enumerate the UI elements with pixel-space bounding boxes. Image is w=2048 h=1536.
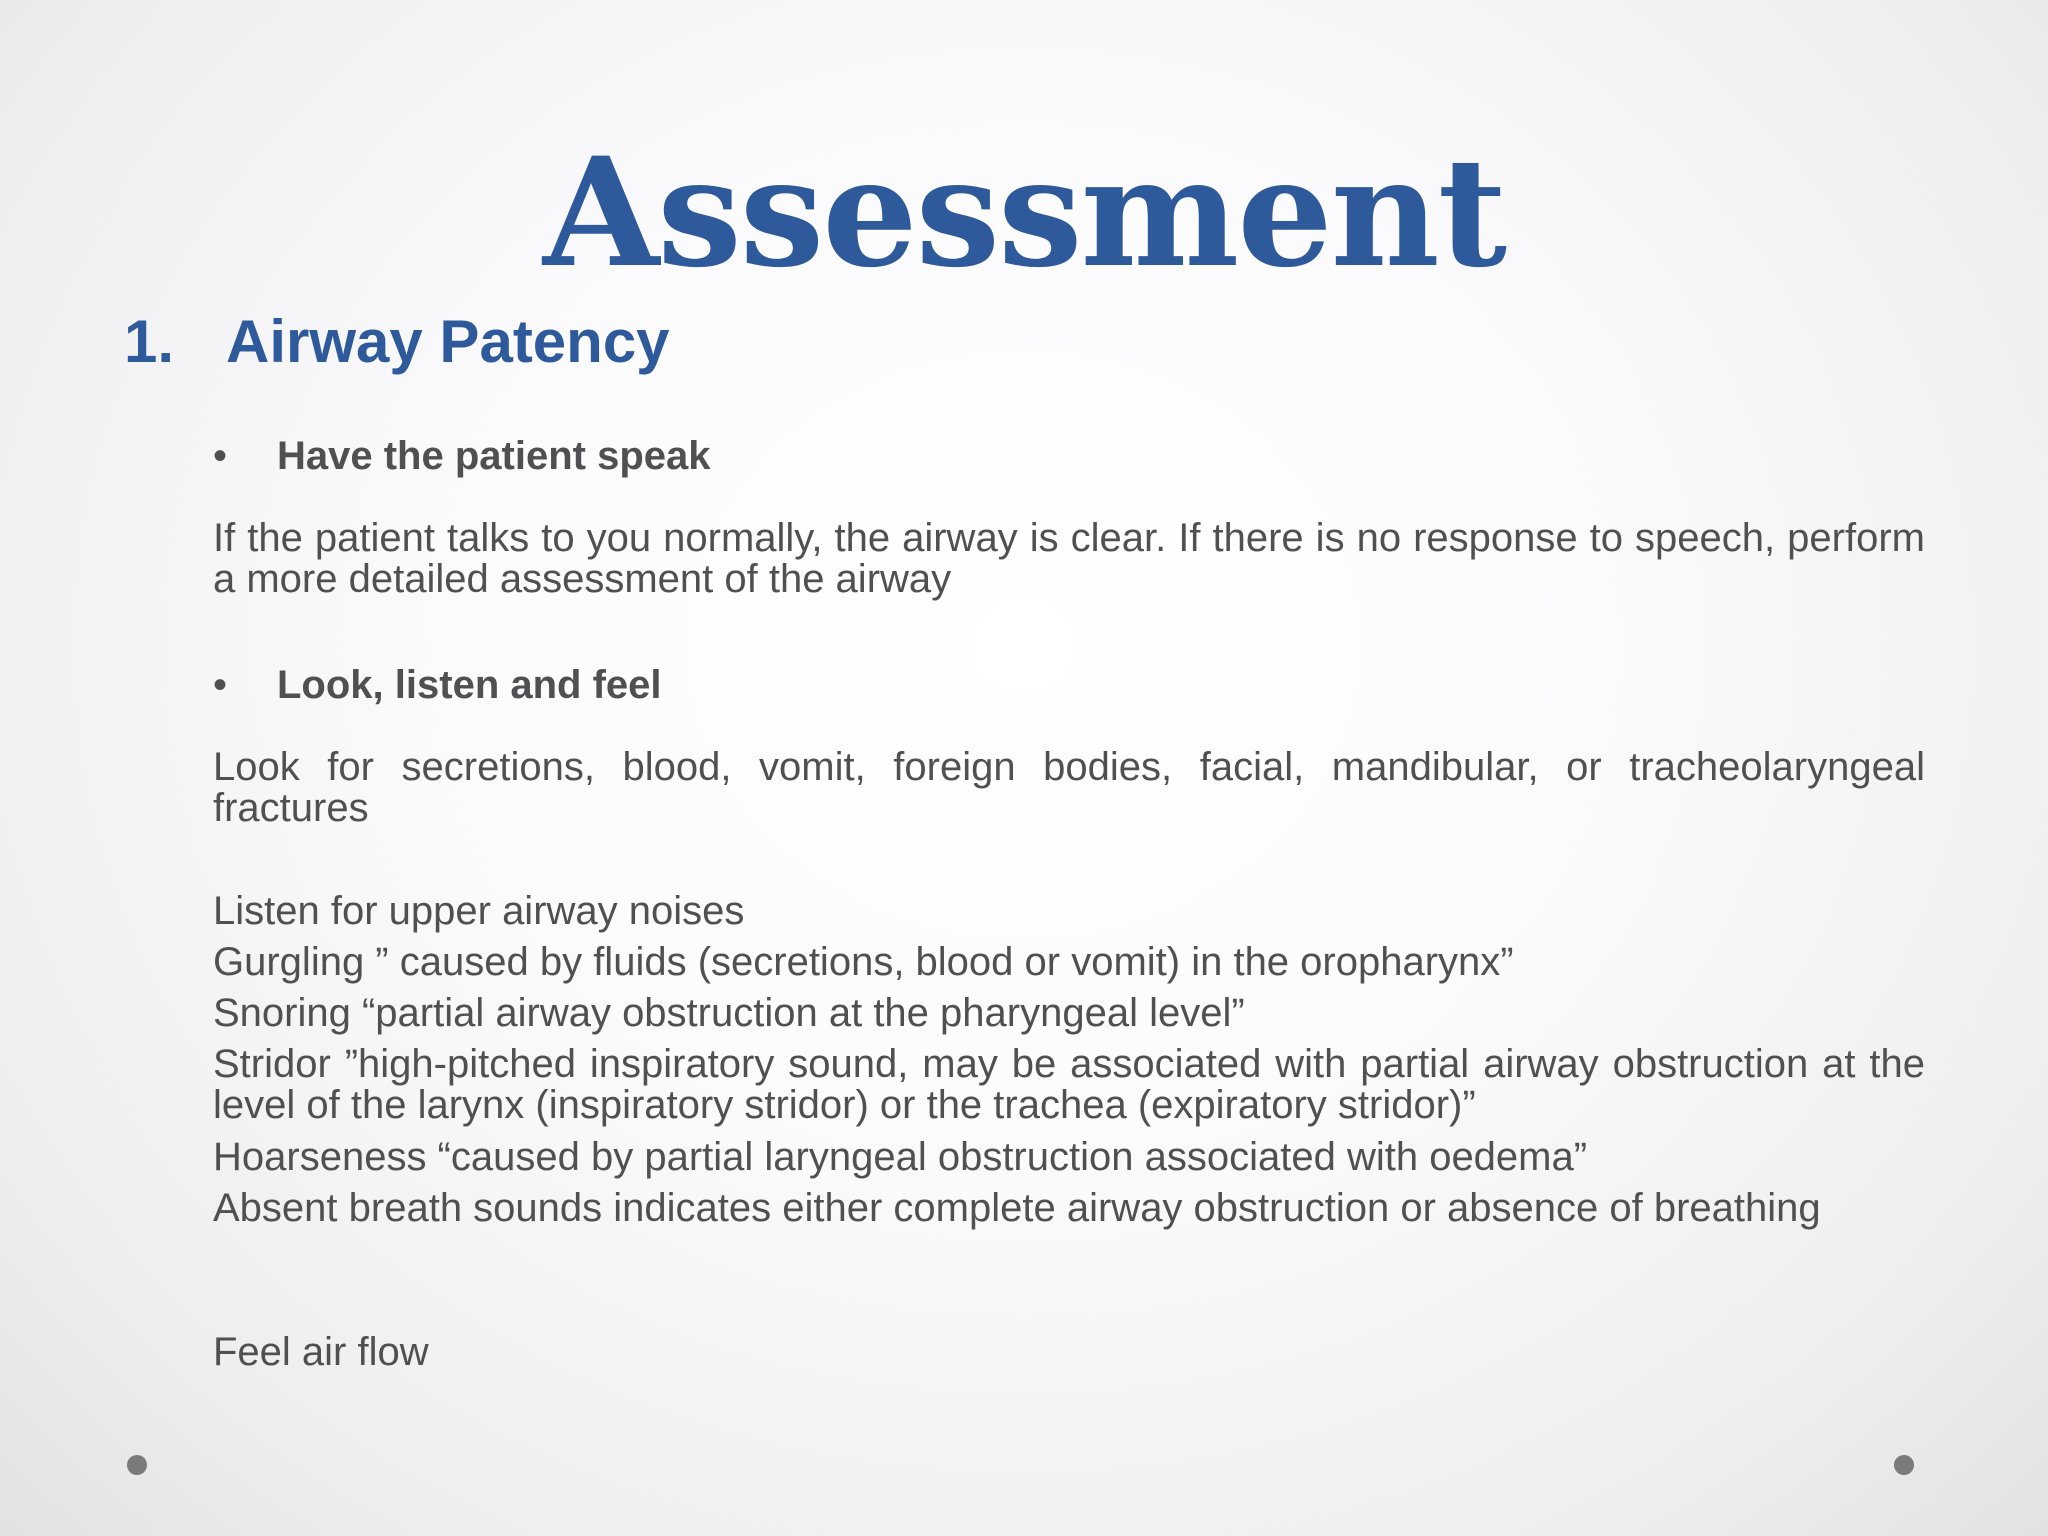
paragraph-snoring: Snoring “partial airway obstruction at the pharyngeal level” [213, 991, 1245, 1035]
paragraph-absent-breath: Absent breath sounds indicates either complete airway obstruction or absence of breathing [213, 1186, 1821, 1230]
paragraph-listen-intro: Listen for upper airway noises [213, 889, 745, 933]
bullet-dot: • [213, 434, 228, 478]
right-corner-dot [1894, 1455, 1914, 1475]
bullet-item-look-listen-feel [213, 660, 662, 710]
paragraph-feel: Feel air flow [213, 1330, 429, 1374]
bullet-label: Have the patient speak [277, 434, 711, 478]
bullet-item-speak [213, 431, 711, 481]
paragraph-speak: If the patient talks to you normally, the airway is clear. If there is no response to speech, perform a more detailed assessment of the airway [213, 516, 1925, 601]
paragraph-stridor: Stridor ”high-pitched inspiratory sound, may be associated with partial airway obstruction at the level of the larynx (inspiratory stridor) or the trachea (expiratory stridor)” [213, 1042, 1925, 1127]
slide-title: Assessment [542, 125, 1506, 301]
paragraph-hoarseness: Hoarseness “caused by partial laryngeal obstruction associated with oedema” [213, 1135, 1588, 1179]
bullet-dot: • [213, 663, 228, 707]
paragraph-look: Look for secretions, blood, vomit, foreign bodies, facial, mandibular, or tracheolaryngeal fractures [213, 745, 1925, 830]
section-heading [124, 306, 670, 378]
section-title: Airway Patency [226, 308, 670, 375]
bullet-label: Look, listen and feel [277, 663, 662, 707]
left-corner-dot [127, 1455, 147, 1475]
paragraph-gurgling: Gurgling ” caused by fluids (secretions, blood or vomit) in the oropharynx” [213, 940, 1514, 984]
section-number: 1. [124, 308, 175, 375]
